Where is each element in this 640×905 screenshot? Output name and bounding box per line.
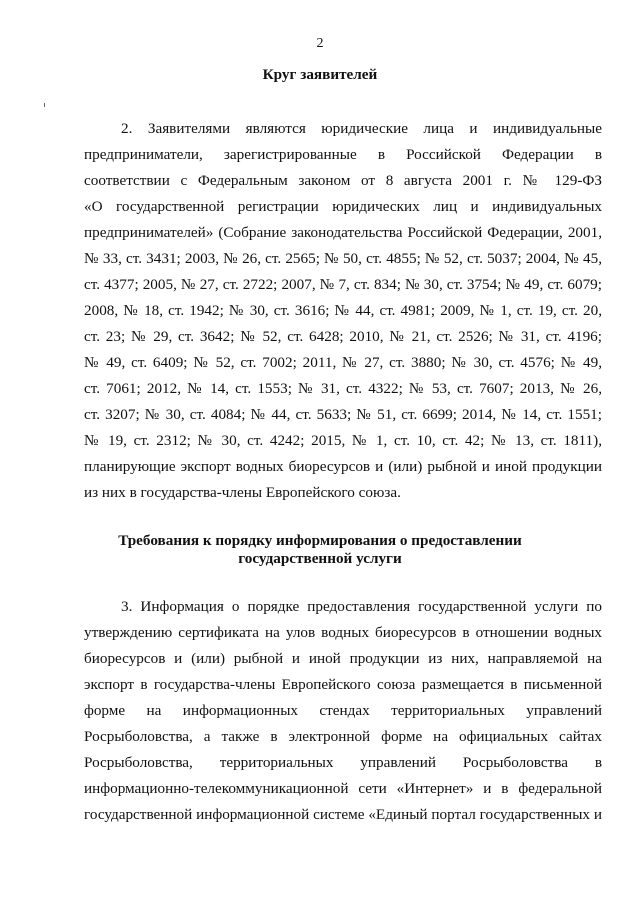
text-line: Росрыболовства, а также в электронной форме на официальных сайтах xyxy=(84,728,602,745)
section-heading-informing xyxy=(0,532,640,568)
section-heading-line: Требования к порядку информирования о предоставлении xyxy=(118,532,522,549)
text-line: государственной информационной системе «Единый портал государственных и xyxy=(84,806,602,823)
scan-mark xyxy=(44,103,45,107)
text-line: утверждению сертификата на улов водных биоресурсов в отношении водных xyxy=(84,624,602,641)
text-line: планирующие экспорт водных биоресурсов и (или) рыбной и иной продукции xyxy=(84,458,602,475)
text-line: ст. 7061; 2012, № 14, ст. 1553; № 31, ст. 4322; № 53, ст. 7607; 2013, № 26, xyxy=(84,380,602,397)
text-line: информационно-телекоммуникационной сети «Интернет» и в федеральной xyxy=(84,780,602,797)
text-line: № 19, ст. 2312; № 30, ст. 4242; 2015, № 1, ст. 10, ст. 42; № 13, ст. 1811), xyxy=(84,432,602,449)
text-line: форме на информационных стендах территориальных управлений xyxy=(84,702,602,719)
text-line: № 33, ст. 3431; 2003, № 26, ст. 2565; № 50, ст. 4855; № 52, ст. 5037; 2004, № 45, xyxy=(84,250,602,267)
text-line: «О государственной регистрации юридических лиц и индивидуальных xyxy=(84,198,602,215)
text-line: экспорт в государства-члены Европейского союза размещается в письменной xyxy=(84,676,602,693)
text-line: Росрыболовства, территориальных управлений Росрыболовства в xyxy=(84,754,602,771)
text-line: биоресурсов и (или) рыбной и иной продукции из них, направляемой на xyxy=(84,650,602,667)
page-number: 2 xyxy=(316,36,324,51)
text-line: № 49, ст. 6409; № 52, ст. 7002; 2011, № 27, ст. 3880; № 30, ст. 4576; № 49, xyxy=(84,354,602,371)
section-heading-line: государственной услуги xyxy=(238,550,402,567)
text-line: ст. 23; № 29, ст. 3642; № 52, ст. 6428; 2010, № 21, ст. 2526; № 31, ст. 4196; xyxy=(84,328,602,345)
text-line: соответствии с Федеральным законом от 8 августа 2001 г. № 129-ФЗ xyxy=(84,172,602,189)
text-line: 2. Заявителями являются юридические лица и индивидуальные xyxy=(121,120,602,137)
text-line: 3. Информация о порядке предоставления государственной услуги по xyxy=(121,598,602,615)
text-line: из них в государства-члены Европейского союза. xyxy=(84,484,401,501)
text-line: 2008, № 18, ст. 1942; № 30, ст. 3616; № 44, ст. 4981; 2009, № 1, ст. 19, ст. 20, xyxy=(84,302,602,319)
text-line: ст. 4377; 2005, № 27, ст. 2722; 2007, № 7, ст. 834; № 30, ст. 3754; № 49, ст. 6079; xyxy=(84,276,602,293)
text-line: предприниматели, зарегистрированные в Российской Федерации в xyxy=(84,146,602,163)
text-line: предпринимателей» (Собрание законодательства Российской Федерации, 2001, xyxy=(84,224,602,241)
text-line: ст. 3207; № 30, ст. 4084; № 44, ст. 5633; № 51, ст. 6699; 2014, № 14, ст. 1551; xyxy=(84,406,602,423)
section-heading-applicants: Круг заявителей xyxy=(262,66,378,83)
